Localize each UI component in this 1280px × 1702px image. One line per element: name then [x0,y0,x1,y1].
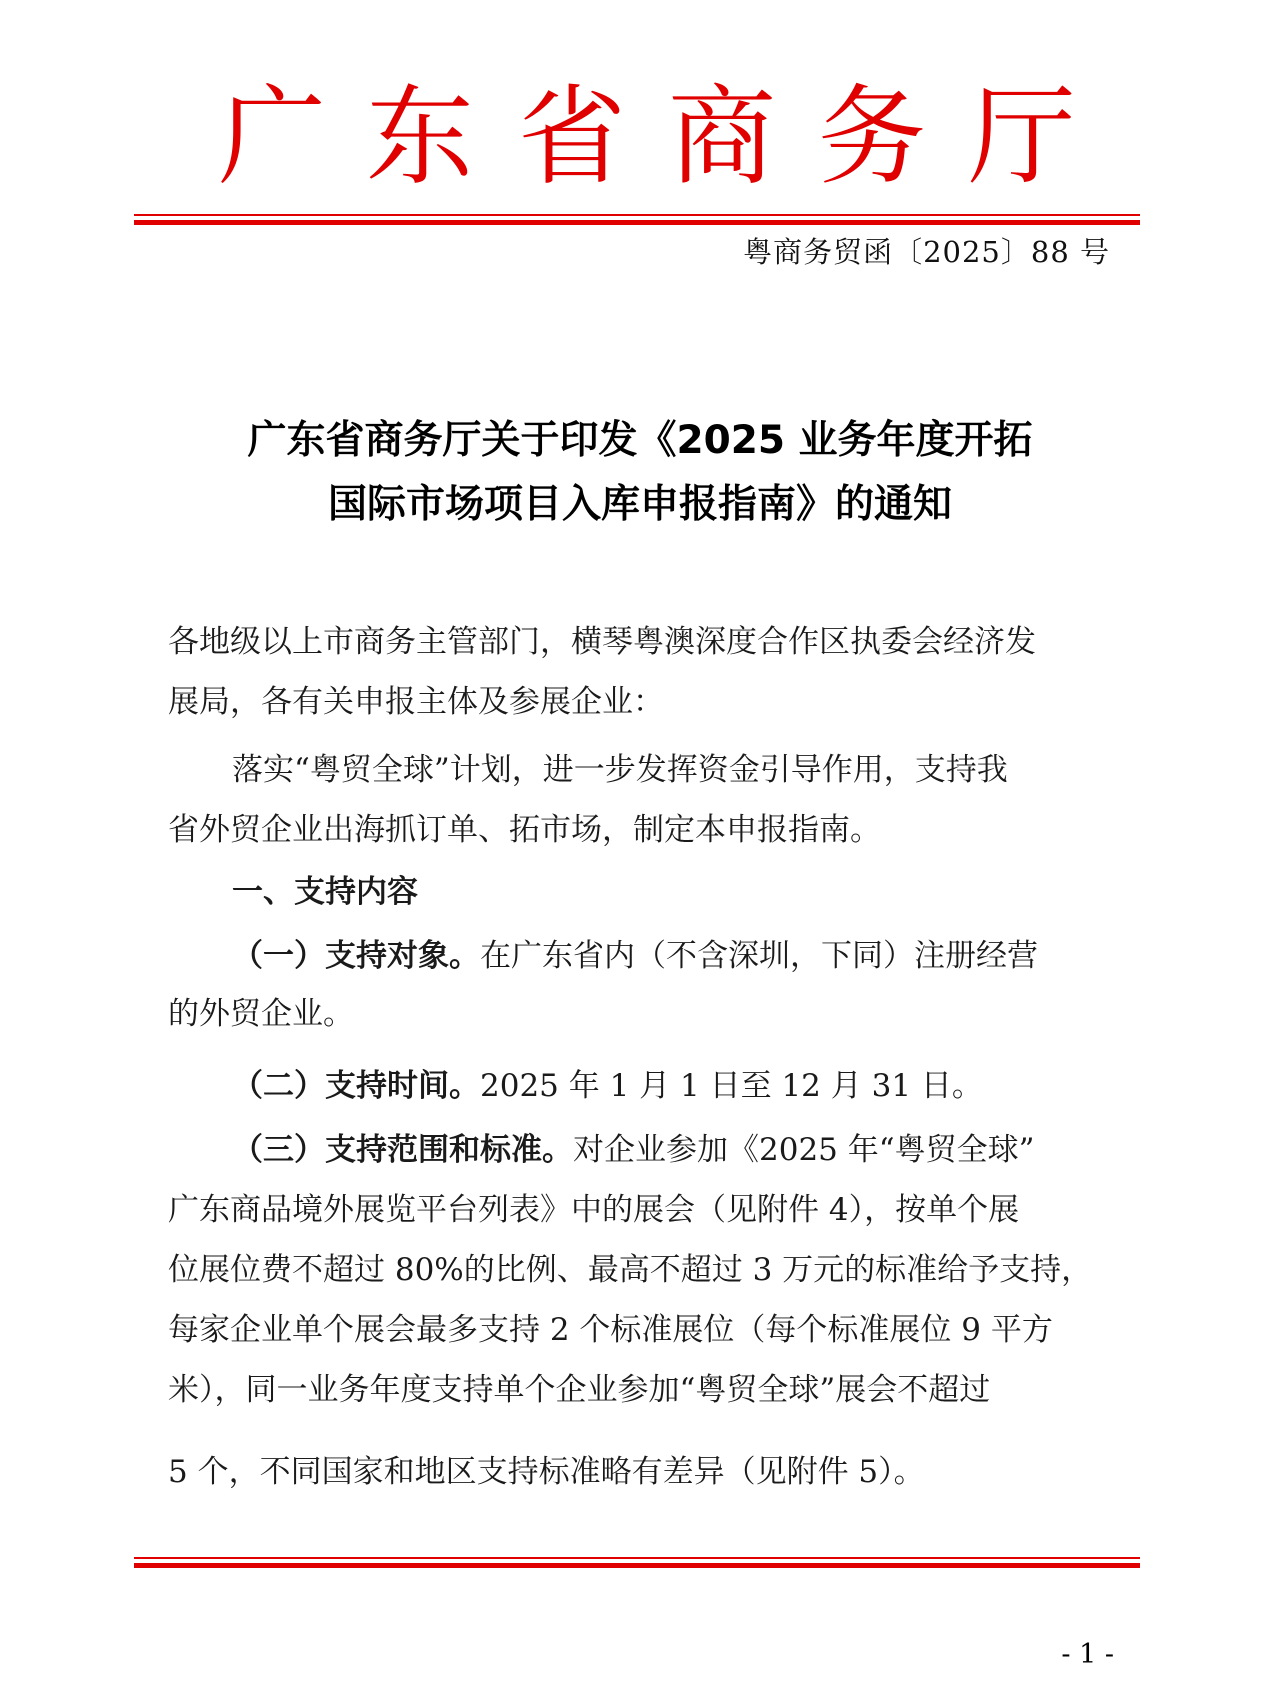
top-rule-thick [134,220,1140,225]
item-paragraph-line: 每家企业单个展会最多支持 2 个标准展位（每个标准展位 9 平方 [168,1312,1053,1348]
section-heading: 一、支持内容 [232,874,418,910]
masthead-char: 务 [818,75,927,200]
item-paragraph-line: 5 个，不同国家和地区支持标准略有差异（见附件 5）。 [168,1454,925,1490]
item-text: 2025 年 1 月 1 日至 12 月 31 日。 [480,1068,983,1104]
intro-paragraph-line: 落实“粤贸全球”计划，进一步发挥资金引导作用，支持我 [232,752,1008,788]
item-paragraph-line [232,936,1038,976]
document-title-line2: 国际市场项目入库申报指南》的通知 [327,482,952,527]
masthead-char: 省 [518,75,627,200]
salutation-line: 各地级以上市商务主管部门，横琴粤澳深度合作区执委会经济发 [168,624,1036,660]
page-number: - 1 - [1061,1639,1114,1670]
item-paragraph-line: 米），同一业务年度支持单个企业参加“粤贸全球”展会不超过 [168,1372,991,1408]
item-paragraph-line: 位展位费不超过 80%的比例、最高不超过 3 万元的标准给予支持， [168,1252,1093,1288]
item-paragraph-line: 的外贸企业。 [168,996,354,1032]
item-label: （三）支持范围和标准。 [232,1132,573,1168]
salutation-line: 展局，各有关申报主体及参展企业： [168,684,664,720]
item-text: 对企业参加《2025 年“粤贸全球” [573,1132,1035,1168]
masthead-char: 商 [668,75,777,200]
masthead [0,75,1280,200]
bottom-rule-thin [134,1557,1140,1559]
intro-paragraph-line: 省外贸企业出海抓订单、拓市场，制定本申报指南。 [168,812,881,848]
top-rule-thin [134,214,1140,216]
masthead-char: 广 [218,75,327,200]
masthead-char: 东 [366,75,475,200]
item-paragraph-line [232,1130,1034,1170]
bottom-rule-thick [134,1563,1140,1568]
item-label: （二）支持时间。 [232,1068,480,1104]
document-title-line1: 广东省商务厅关于印发《2025 业务年度开拓 [247,418,1033,463]
document-number: 粤商务贸函〔2025〕88 号 [743,235,1110,269]
masthead-char: 厅 [968,75,1077,200]
item-label: （一）支持对象。 [232,938,480,974]
item-text: 在广东省内（不含深圳，下同）注册经营 [480,938,1038,974]
item-paragraph-line [232,1066,983,1106]
item-paragraph-line: 广东商品境外展览平台列表》中的展会（见附件 4），按单个展 [168,1192,1020,1228]
